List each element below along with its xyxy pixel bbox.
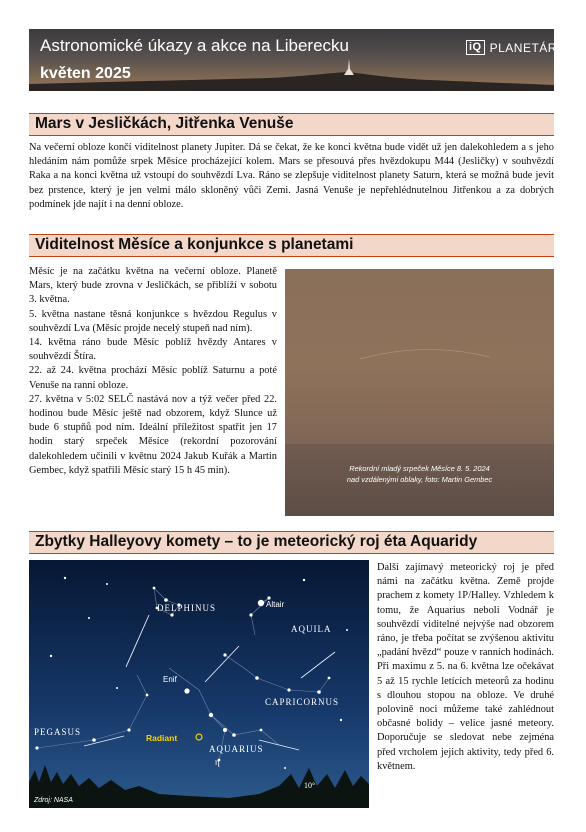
moon-paragraph-2: 5. května nastane těsná konjunkce s hvězdou Regulus v souhvězdí Lva (Měsíc projde necelý stupeň nad ním). [29,308,277,334]
photo-caption-line-2: nad vzdálenými oblaky, foto: Martin Gembec [346,475,493,484]
photo-caption-line-1: Rekordní mladý srpeček Měsíce 8. 5. 2024 [349,464,490,473]
banner-title: Astronomické úkazy a akce na Liberecku [40,36,349,55]
sky-background [29,560,369,808]
section-heading-moon [29,234,554,257]
section-title: Viditelnost Měsíce a konjunkce s planetami [35,236,354,253]
moon-text-block [29,265,277,478]
paragraph-mars-venus: Na večerní obloze končí viditelnost planety Jupiter. Dá se čekat, že ke konci května bude vidět už jen dalekohledem a s jeho hledáním nám pomůže srpek Měsíce procházející kolem. Mars se přesouvá přes hvězdokupu M44 (Jesličky) v souhvězdí Raka a na konci května už vstoupí do souhvězdí Lva. Ráno se zlepšuje viditelnost planety Saturn, která se možná bude jevit bez prstence, který je jen velmi málo skloněný vůči Zemi. Jasná Venuše je nepřehlédnutelnou Jitřenkou a za dobrých podmínek jde najít i na denní obloze. [29,142,554,210]
planetarium-logo [466,40,580,55]
banner-month: květen 2025 [40,65,131,82]
section-title: Zbytky Halleyovy komety – to je meteorický roj éta Aquaridy [35,533,478,550]
moon-paragraph-4: 22. až 24. května prochází Měsíc poblíž Saturnu a poté Venuše na ranní obloze. [29,365,277,391]
section-heading-mars [29,113,554,136]
paragraph-aquarids: Další zajímavý meteorický roj je před námi na začátku května. Země projde prachem z komety 1P/Halley. Vzhledem k tomu, že Aquarius neboli Vodnář je souhvězdí viditelné nejvýše nad obzorem ráno, je třeba počítat se zvýšenou aktivitu „padání hvězd“ pouze v ranních hodinách. Při maximu z 5. na 6. května lze očekávat 5 až 15 rychle letících meteorů za hodinu s dlouhou stopou na obloze. Ve druhé polovině noci můžeme také zahlédnout občasné bolidy – velice jasné meteory. Doporučuje se sledovat nebe zejména před vrcholem jejich aktivity, tedy před 6. květnem. [377,562,554,772]
moon-crescent-photo [285,269,554,516]
chart-source: Zdroj: NASA [34,797,73,804]
label-delphinus: DELPHINUS [157,603,217,613]
header-banner [29,29,581,91]
tower-icon [343,59,355,75]
label-radiant: Radiant [146,733,178,743]
label-pegasus: PEGASUS [34,727,82,737]
label-altair: Altair [266,600,285,609]
label-eta: η [215,757,220,767]
moon-paragraph-1: Měsíc je na začátku května na večerní obloze. Planetě Mars, který bude zrovna v Jesličkách, se přiblíží v sobotu 3. května. [29,266,277,306]
label-enif: Enif [163,675,177,684]
scale-label: 10° [304,781,316,790]
star-chart [29,560,369,808]
moon-paragraph-3: 14. května ráno bude Měsíc poblíž hvězdy Antares v souhvězdí Štíra. [29,337,277,363]
logo-mark: iQ [466,40,485,55]
label-aquila: AQUILA [291,624,332,634]
section-title: Mars v Jesličkách, Jitřenka Venuše [35,115,294,132]
section-heading-aquarids [29,531,554,554]
label-capricornus: CAPRICORNUS [265,697,340,707]
label-aquarius: AQUARIUS [209,744,264,754]
moon-paragraph-5: 27. května v 5:02 SELČ nastává nov a týž večer před 22. hodinou bude Měsíc ještě nad obzorem, když Slunce už bude 6 stupňů pod ním. Ideální příležitost spatřit jen 17 hodin starý srpeček Měsíce (rekordní pozorování dalekohledem učinili v květnu 2024 Jakub Kuřák a Martin Gembec, když spatřili Měsíc starý 15 h 45 min). [29,393,277,476]
logo-text: PLANETÁRIUM [489,40,581,55]
